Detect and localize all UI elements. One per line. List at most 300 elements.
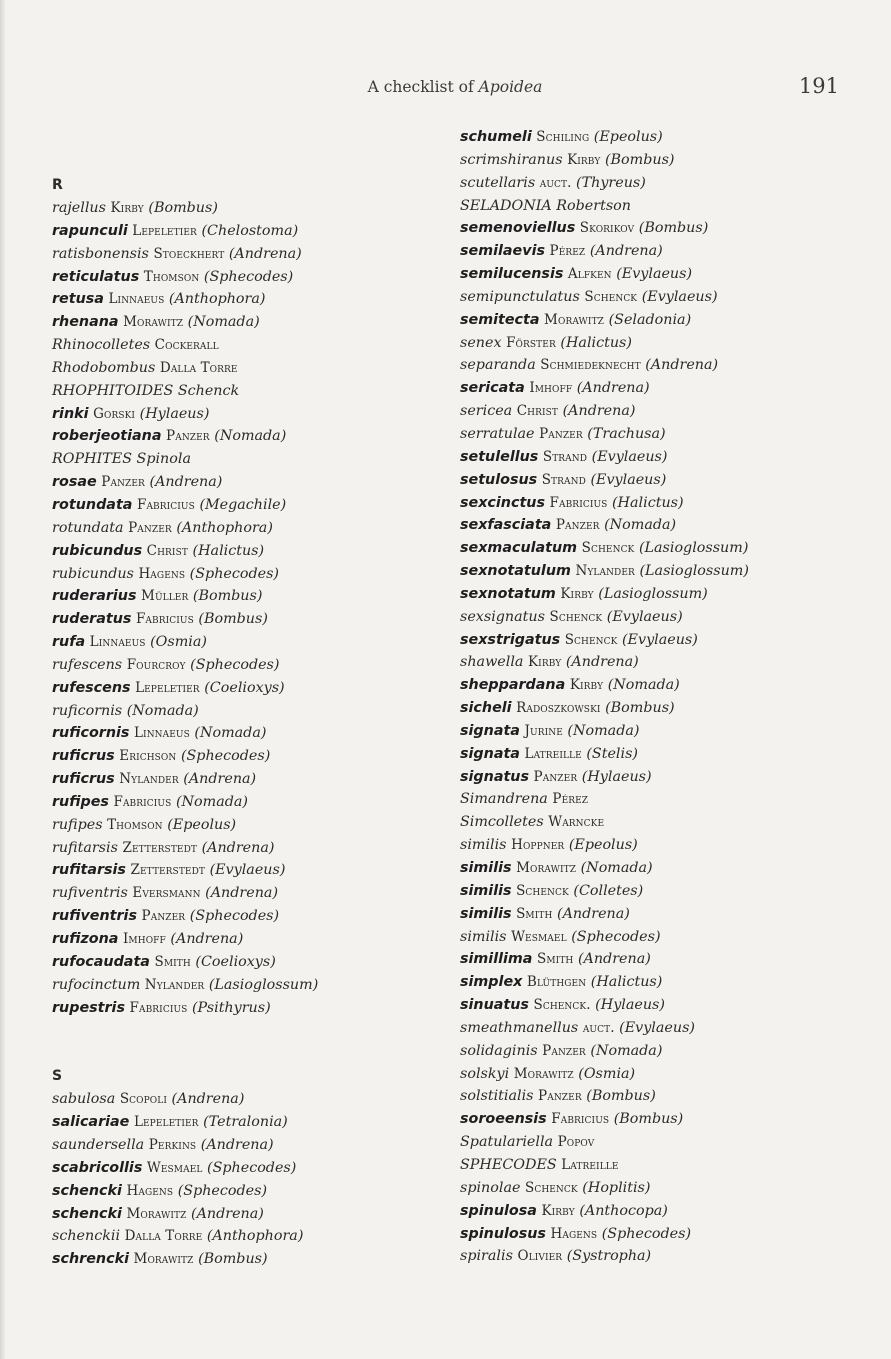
genus-name: (Nomada) (604, 517, 677, 534)
author-name: Fabricius (135, 611, 194, 628)
species-name: roberjeotiana (52, 428, 162, 445)
checklist-entry (52, 1134, 422, 1157)
species-name: rhenana (52, 314, 119, 331)
species-name: ruficrus (52, 771, 115, 788)
author-name: Schenck (524, 1179, 578, 1196)
genus-name: (Sphecodes) (190, 656, 280, 673)
author-name: Wesmael (146, 1159, 203, 1176)
checklist-entry (460, 811, 840, 834)
species-name: rufescens (52, 679, 131, 696)
checklist-entry (52, 791, 422, 814)
genus-name: (Halictus) (611, 494, 684, 511)
checklist-entry (52, 905, 422, 928)
species-name: semitecta (460, 311, 540, 328)
author-name: Panzer (166, 428, 210, 445)
genus-name: (Andrena) (565, 654, 639, 671)
species-name: rotundata (52, 519, 124, 536)
species-name: sexsignatus (460, 608, 545, 625)
author-name: Kirby (541, 1202, 575, 1219)
checklist-entry (52, 288, 422, 311)
author-name: Morawitz (516, 860, 577, 876)
species-name: sinuatus (460, 997, 529, 1014)
author-name: Eversmann (132, 885, 201, 902)
species-name: similis (460, 928, 507, 945)
species-name: rufiventris (52, 885, 128, 902)
genus-name: (Andrena) (589, 243, 663, 260)
checklist-entry (52, 722, 422, 745)
author-name: Panzer (128, 519, 172, 536)
checklist-entry (460, 994, 840, 1017)
species-name: setulellus (460, 448, 539, 465)
genus-name: (Colletes) (573, 882, 644, 899)
author-name: Schenck (516, 882, 569, 899)
species-name: rupestris (52, 999, 125, 1016)
checklist-entry (460, 857, 840, 880)
species-name: rufitarsis (52, 862, 126, 879)
species-name: SPHECODES (460, 1156, 557, 1173)
species-name: ruficornis (52, 725, 130, 742)
species-name: schumeli (460, 129, 532, 145)
checklist-entry (460, 1200, 840, 1223)
checklist-entry (52, 380, 422, 403)
checklist-entry (460, 195, 840, 218)
genus-name: (Anthophora) (176, 519, 273, 536)
checklist-entry (52, 814, 422, 837)
species-name: schrencki (52, 1251, 129, 1268)
species-name: Spatulariella (460, 1134, 554, 1151)
checklist-entry (460, 240, 840, 263)
species-name: spinulosus (460, 1225, 546, 1242)
genus-name: (Lasioglossum) (598, 585, 708, 602)
checklist-entry (52, 928, 422, 951)
author-name: Panzer (555, 517, 600, 534)
species-name: sexstrigatus (460, 631, 561, 648)
checklist-entry (52, 334, 422, 357)
species-name: SELADONIA Robertson (460, 197, 631, 214)
genus-name: (Andrena) (577, 951, 651, 968)
genus-name: (Nomada) (580, 860, 653, 876)
author-name: Wesmael (511, 928, 567, 945)
species-name: salicariae (52, 1114, 130, 1131)
species-name: semenoviellus (460, 220, 576, 237)
genus-name: (Andrena) (205, 885, 279, 902)
running-title-taxon: Apoidea (478, 78, 543, 96)
species-name: spinolae (460, 1179, 521, 1196)
checklist-entry (460, 1063, 840, 1086)
checklist-entry (460, 926, 840, 949)
species-name: shawella (460, 654, 524, 671)
species-name: simplex (460, 974, 523, 991)
author-name: Smith (154, 953, 191, 970)
author-name: Nylander (119, 771, 179, 788)
genus-name: (Bombus) (613, 1111, 684, 1128)
genus-name: (Chelostoma) (201, 222, 299, 239)
species-name: simillima (460, 951, 533, 968)
species-name: ruderarius (52, 588, 137, 605)
genus-name: (Hylaeus) (139, 405, 210, 422)
checklist-entry (52, 471, 422, 494)
genus-name: (Andrena) (228, 245, 302, 262)
genus-name: (Evylaeus) (619, 1019, 695, 1036)
species-name: semilucensis (460, 266, 564, 283)
genus-name: (Osmia) (150, 634, 207, 651)
genus-name: (Nomada) (607, 677, 680, 694)
species-name: sericea (460, 403, 513, 420)
genus-name: (Halictus) (560, 334, 632, 351)
author-name: Lepeletier (135, 679, 200, 696)
author-name: Popov (557, 1134, 595, 1151)
checklist-entry (460, 606, 840, 629)
author-name: Morawitz (123, 314, 184, 331)
genus-name: (Andrena) (576, 380, 650, 397)
genus-name: (Andrena) (183, 771, 257, 788)
checklist-entry (460, 514, 840, 537)
author-name: Fourcroy (126, 656, 186, 673)
checklist-entry (52, 768, 422, 791)
entry-list-right (460, 126, 840, 1268)
author-name: Pérez (552, 791, 589, 808)
species-name: rufescens (52, 656, 123, 673)
genus-name: (Lasioglossum) (208, 976, 319, 993)
species-name: retusa (52, 291, 104, 308)
checklist-entry (460, 560, 840, 583)
checklist-entry (460, 674, 840, 697)
section-letter-s: S (52, 1068, 63, 1085)
genus-name: (Epeolus) (568, 837, 638, 854)
genus-name: (Andrena) (191, 1205, 264, 1222)
species-name: rubicundus (52, 565, 134, 582)
genus-name: (Andrena) (171, 1091, 245, 1108)
species-name: ROPHITES Spinola (52, 451, 191, 468)
checklist-entry (52, 357, 422, 380)
author-name: Morawitz (133, 1251, 194, 1268)
author-name: Latreille (561, 1156, 619, 1173)
checklist-entry (52, 517, 422, 540)
species-name: schencki (52, 1205, 122, 1222)
species-name: smeathmanellus (460, 1019, 579, 1036)
species-name: similis (460, 837, 507, 854)
author-name: Strand (542, 448, 588, 465)
species-name: sexnotatulum (460, 563, 571, 580)
page-number: 191 (798, 74, 839, 98)
checklist-entry (460, 1223, 840, 1246)
genus-name: (Sphecodes) (203, 268, 294, 285)
species-name: sexcinctus (460, 494, 545, 511)
checklist-entry (52, 974, 422, 997)
genus-name: (Evylaeus) (616, 266, 693, 283)
author-name: Schenck (549, 608, 603, 625)
checklist-entry (460, 697, 840, 720)
checklist-entry (52, 859, 422, 882)
checklist-entry (52, 311, 422, 334)
author-name: Fabricius (549, 494, 608, 511)
checklist-entry (52, 654, 422, 677)
species-name: rufiventris (52, 908, 137, 925)
species-name: scrimshiranus (460, 151, 563, 168)
species-name: rapunculi (52, 222, 128, 239)
author-name: Smith (516, 905, 553, 922)
genus-name: (Sphecodes) (180, 748, 271, 765)
species-name: sexnotatum (460, 585, 556, 602)
left-column (52, 174, 422, 1271)
genus-name: (Osmia) (578, 1065, 636, 1082)
genus-name: (Sphecodes) (571, 928, 661, 945)
genus-name: (Bombus) (586, 1088, 656, 1105)
author-name: Perkins (148, 1137, 197, 1154)
genus-name: (Nomada) (126, 702, 199, 719)
checklist-entry (52, 448, 422, 471)
author-name: Warncke (548, 814, 605, 831)
checklist-entry (460, 1108, 840, 1131)
genus-name: (Andrena) (149, 474, 223, 491)
genus-name: (Halictus) (590, 974, 663, 991)
author-name: Nylander (144, 976, 205, 993)
genus-name: (Sphecodes) (189, 565, 280, 582)
species-name: solskyi (460, 1065, 510, 1082)
genus-name: (Bombus) (198, 1251, 268, 1268)
checklist-entry (52, 197, 422, 220)
genus-name: (Nomada) (590, 1042, 663, 1059)
checklist-entry (460, 446, 840, 469)
checklist-entry (52, 1225, 422, 1248)
genus-name: (Andrena) (200, 1137, 274, 1154)
checklist-entry (52, 1088, 422, 1111)
author-name: Skorikov (579, 220, 635, 237)
checklist-entry (460, 743, 840, 766)
genus-name: (Hoplitis) (582, 1179, 651, 1196)
author-name: Hagens (138, 565, 186, 582)
genus-name: (Sphecodes) (601, 1225, 692, 1242)
species-name: Simandrena (460, 791, 548, 808)
checklist-entry (460, 629, 840, 652)
author-name: Nylander (575, 563, 635, 580)
species-name: schenckii (52, 1228, 121, 1245)
checklist-entry (460, 423, 840, 446)
genus-name: (Bombus) (198, 611, 268, 628)
checklist-entry (52, 608, 422, 631)
author-name: Strand (541, 471, 586, 488)
author-name: Kirby (569, 677, 604, 694)
author-name: Dalla Torre (124, 1228, 203, 1245)
author-name: Schmiedeknecht (540, 357, 641, 374)
genus-name: (Hylaeus) (581, 768, 652, 785)
author-name: Panzer (542, 1042, 586, 1059)
author-name: Gorski (93, 405, 136, 422)
author-name: Müller (141, 588, 189, 605)
species-name: spiralis (460, 1248, 513, 1265)
genus-name: (Anthophora) (206, 1228, 304, 1245)
checklist-entry (460, 286, 840, 309)
genus-name: (Sphecodes) (177, 1182, 268, 1199)
author-name: Schenck (564, 631, 618, 648)
author-name: Linnaeus (133, 725, 190, 742)
checklist-entry (52, 1248, 422, 1271)
genus-name: (Bombus) (192, 588, 263, 605)
checklist-entry (52, 951, 422, 974)
checklist-entry (460, 766, 840, 789)
genus-name: (Lasioglossum) (638, 540, 749, 557)
checklist-entry (460, 1040, 840, 1063)
checklist-entry (460, 1177, 840, 1200)
author-name: Dalla Torre (159, 359, 238, 376)
genus-name: (Bombus) (605, 700, 675, 717)
author-name: Förster (506, 334, 556, 351)
genus-name: (Anthocopa) (579, 1202, 668, 1219)
species-name: ruficornis (52, 702, 123, 719)
checklist-entry (460, 1154, 840, 1177)
author-name: Zetterstedt (122, 839, 198, 856)
author-name: Thomson (143, 268, 200, 285)
checklist-entry (460, 971, 840, 994)
author-name: Blüthgen (526, 974, 587, 991)
species-name: Simcolletes (460, 814, 544, 831)
author-name: Kirby (560, 585, 594, 602)
species-name: spinulosa (460, 1202, 537, 1219)
species-name: solidaginis (460, 1042, 538, 1059)
genus-name: (Andrena) (562, 403, 636, 420)
entry-list-r (52, 197, 422, 1019)
genus-name: (Coelioxys) (195, 953, 276, 970)
genus-name: (Andrena) (170, 931, 244, 947)
species-name: sexmaculatum (460, 540, 578, 557)
species-name: rufitarsis (52, 839, 118, 856)
author-name: Panzer (101, 474, 145, 491)
genus-name: (Evylaeus) (606, 608, 683, 625)
author-name: auct. (539, 174, 572, 191)
genus-name: (Evylaeus) (209, 862, 286, 879)
checklist-entry (460, 126, 840, 149)
author-name: Imhoff (529, 380, 573, 397)
genus-name: (Tetralonia) (203, 1114, 288, 1131)
species-name: saundersella (52, 1137, 145, 1154)
checklist-entry (52, 700, 422, 723)
species-name: rosae (52, 474, 97, 491)
genus-name: (Sphecodes) (189, 908, 280, 925)
genus-name: (Nomada) (194, 725, 267, 742)
species-name: similis (460, 905, 512, 922)
checklist-entry (52, 745, 422, 768)
species-name: scabricollis (52, 1159, 143, 1176)
genus-name: (Nomada) (175, 793, 248, 810)
checklist-entry (52, 266, 422, 289)
checklist-entry (52, 220, 422, 243)
checklist-entry (52, 1203, 422, 1226)
species-name: semipunctulatus (460, 288, 580, 305)
author-name: Hagens (550, 1225, 598, 1242)
genus-name: (Anthophora) (168, 291, 266, 308)
genus-name: (Seladonia) (608, 311, 692, 328)
species-name: ruderatus (52, 611, 132, 628)
genus-name: (Lasioglossum) (639, 563, 749, 580)
checklist-entry (460, 492, 840, 515)
author-name: Morawitz (544, 311, 605, 328)
species-name: sheppardana (460, 677, 566, 694)
genus-name: (Bombus) (638, 220, 709, 237)
species-name: rajellus (52, 200, 106, 216)
author-name: Zetterstedt (130, 862, 206, 879)
species-name: ruficrus (52, 748, 115, 765)
species-name: rotundata (52, 496, 133, 513)
checklist-entry (460, 834, 840, 857)
author-name: Jurine (524, 722, 563, 739)
species-name: ratisbonensis (52, 245, 149, 262)
page-binding-shadow (0, 0, 6, 1359)
species-name: serratulae (460, 425, 535, 442)
checklist-entry (460, 720, 840, 743)
author-name: Schenck. (533, 997, 591, 1014)
author-name: Alfken (567, 266, 612, 283)
checklist-entry (460, 903, 840, 926)
species-name: solstitialis (460, 1088, 534, 1105)
checklist-entry (460, 880, 840, 903)
checklist-entry (52, 540, 422, 563)
checklist-entry (460, 263, 840, 286)
genus-name: (Systropha) (566, 1248, 652, 1265)
checklist-entry (460, 1017, 840, 1040)
checklist-entry (52, 677, 422, 700)
checklist-entry (52, 563, 422, 586)
author-name: Lepeletier (132, 222, 197, 239)
genus-name: (Psithyrus) (191, 999, 271, 1016)
genus-name: (Halictus) (192, 542, 265, 559)
species-name: signatus (460, 768, 529, 785)
genus-name: (Nomada) (567, 722, 640, 739)
genus-name: (Evylaeus) (621, 631, 698, 648)
checklist-entry (460, 400, 840, 423)
species-name: signata (460, 745, 520, 762)
checklist-entry (460, 583, 840, 606)
checklist-entry (460, 149, 840, 172)
genus-name: (Epeolus) (167, 816, 237, 833)
genus-name: (Bombus) (604, 151, 675, 168)
species-name: rufocinctum (52, 976, 141, 993)
checklist-entry (52, 243, 422, 266)
species-name: sexfasciata (460, 517, 552, 534)
author-name: auct. (582, 1019, 615, 1036)
author-name: Thomson (107, 816, 163, 833)
author-name: Christ (146, 542, 188, 559)
species-name: rufipes (52, 816, 103, 833)
genus-name: (Andrena) (557, 905, 630, 922)
checklist-entry (52, 837, 422, 860)
species-name: setulosus (460, 471, 538, 488)
running-title (310, 78, 600, 96)
author-name: Kirby (110, 200, 144, 216)
genus-name: (Thyreus) (576, 174, 646, 191)
author-name: Olivier (517, 1248, 563, 1265)
genus-name: (Andrena) (201, 839, 275, 856)
species-name: sericata (460, 380, 525, 397)
checklist-entry (460, 172, 840, 195)
species-name: RHOPHITOIDES Schenck (52, 382, 240, 399)
genus-name: (Trachusa) (587, 425, 666, 442)
checklist-entry (460, 377, 840, 400)
species-name: Rhodobombus (52, 359, 156, 376)
checklist-entry (52, 1111, 422, 1134)
checklist-entry (460, 1085, 840, 1108)
species-name: rufipes (52, 793, 109, 810)
author-name: Smith (537, 951, 574, 968)
section-letter-r: R (52, 177, 63, 193)
species-name: rubicundus (52, 542, 143, 559)
genus-name: (Epeolus) (593, 129, 663, 145)
checklist-entry (52, 631, 422, 654)
species-name: Rhinocolletes (52, 337, 151, 354)
checklist-entry (52, 997, 422, 1020)
author-name: Linnaeus (89, 634, 146, 651)
running-header (0, 74, 891, 100)
author-name: Fabricius (551, 1111, 610, 1128)
